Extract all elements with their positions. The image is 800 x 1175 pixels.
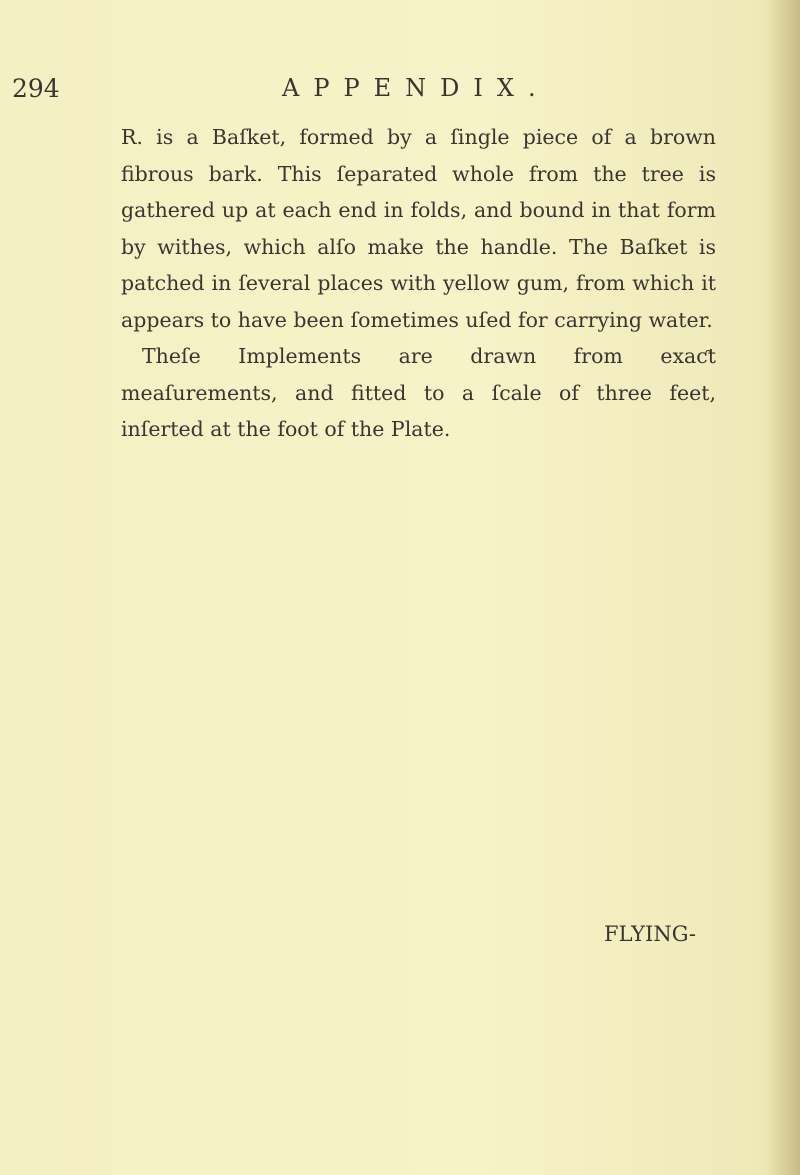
catchword: FLYING- (604, 922, 696, 946)
body-text (121, 119, 716, 448)
page-edge-shadow (770, 0, 800, 1175)
paragraph-implements: Theſe Implements are drawn from exaƈt meaſurements, and fitted to a ſcale of three feet, inſerted at the foot of the Plate. (121, 344, 716, 441)
paragraph-basket: R. is a Baſket, formed by a ſingle piece of a brown fibrous bark. This ſeparated whole from the tree is gathered up at each end in folds, and bound in that form by withes, which alſo make the handle. The Baſket is patched in ſeveral places with yellow gum, from which it appears to have been ſometimes uſed for carrying water. (121, 125, 716, 332)
running-head: APPENDIX. (282, 74, 550, 102)
page-number: 294 (12, 74, 60, 103)
